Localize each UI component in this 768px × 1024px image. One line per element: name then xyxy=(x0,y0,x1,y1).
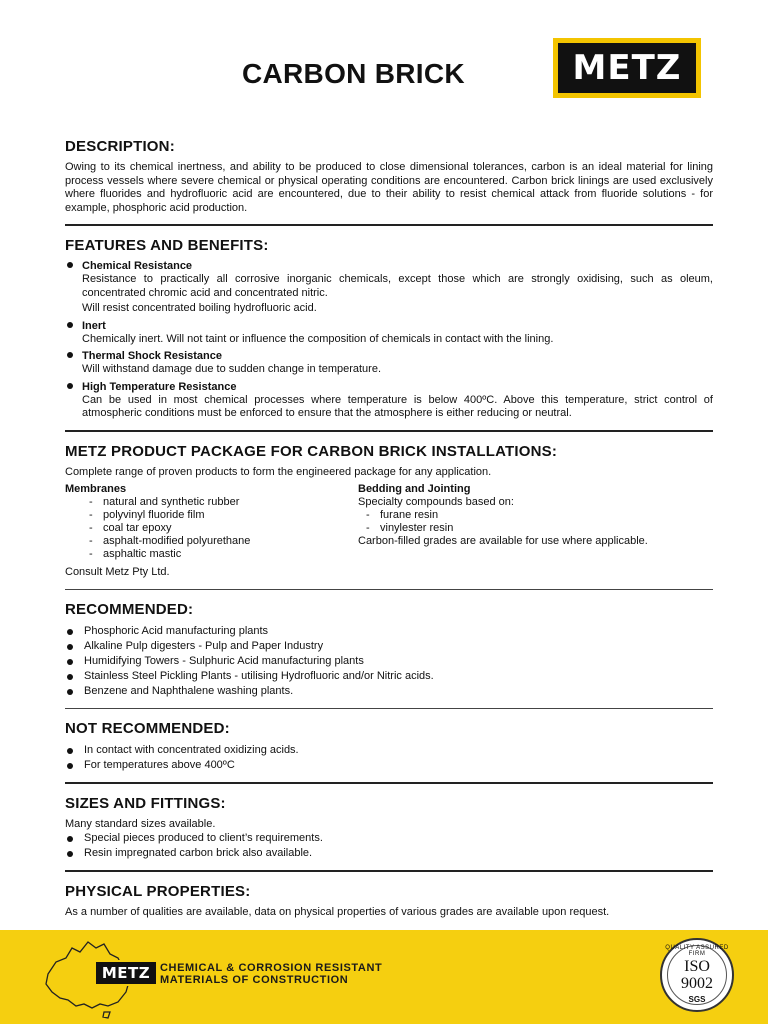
list-item: Alkaline Pulp digesters - Pulp and Paper Industry xyxy=(65,639,713,654)
seal-iso-text: ISO xyxy=(684,958,710,975)
membrane-item: polyvinyl fluoride film xyxy=(103,509,205,521)
feature-title: High Temperature Resistance xyxy=(82,380,237,393)
divider xyxy=(65,782,713,784)
divider xyxy=(65,430,713,432)
list-item: Resin impregnated carbon brick also available. xyxy=(65,846,713,861)
bullet-icon xyxy=(67,322,73,328)
footer-metz-logo: METZ xyxy=(94,960,158,986)
bullet-icon xyxy=(67,836,73,842)
membranes-title: Membranes xyxy=(65,483,127,495)
sizes-list xyxy=(65,831,713,861)
package-columns xyxy=(65,483,713,561)
list-item: Phosphoric Acid manufacturing plants xyxy=(65,624,713,639)
feature-title: Chemical Resistance xyxy=(82,260,193,272)
bullet-icon xyxy=(67,262,73,268)
divider xyxy=(65,224,713,226)
bullet-icon xyxy=(67,383,73,389)
bullet-icon xyxy=(67,689,73,695)
package-intro: Complete range of proven products to form the engineered package for any application. xyxy=(65,465,492,478)
bullet-icon xyxy=(67,748,73,754)
sizes-intro: Many standard sizes available. xyxy=(65,817,216,830)
not-recommended-list xyxy=(65,743,713,773)
bedding-title: Bedding and Jointing xyxy=(358,483,471,495)
feature-title: Inert xyxy=(82,319,106,332)
description-text: Owing to its chemical inertness, and ability to be produced to close dimensional tolerances, carbon is an ideal material for lining process vessels where severe chemical or physical operating conditions are encountered. Carbon brick linings are used exclusively where fluorides and hydrofluoric acid are encountered, due to their ability to resist chemical attack from fluoride solutions - for example, phosphoric acid production. xyxy=(65,161,713,214)
recommended-heading: RECOMMENDED: xyxy=(65,600,194,618)
consult-text: Consult Metz Pty Ltd. xyxy=(65,566,170,578)
main-content xyxy=(65,138,713,920)
bedding-note: Carbon-filled grades are available for use where applicable. xyxy=(358,535,648,547)
bullet-icon xyxy=(67,352,73,358)
divider xyxy=(65,589,713,590)
metz-logo xyxy=(553,38,701,98)
feature-text: Can be used in most chemical processes where temperature is below 400ºC. Above this temperature, strict control of atmospheric conditions must be enforced to ensure that the atmosphere is either reducing or neutral. xyxy=(82,393,713,419)
feature-item xyxy=(65,260,713,316)
feature-text: Resistance to practically all corrosive inorganic chemicals, except those which are strongly oxidising, such as oleum, concentrated chromic acid and concentrated nitric. xyxy=(82,273,713,299)
feature-text: Chemically inert. Will not taint or influence the composition of chemicals in contact with the lining. xyxy=(82,332,554,345)
physical-text: As a number of qualities are available, data on physical properties of various grades are available upon request. xyxy=(65,906,610,918)
bullet-icon xyxy=(67,629,73,635)
feature-item xyxy=(65,381,713,421)
feature-text: Will resist concentrated boiling hydrofluoric acid. xyxy=(82,302,317,314)
seal-sgs-text: SGS xyxy=(688,995,706,1004)
description-heading: DESCRIPTION: xyxy=(65,138,175,155)
divider xyxy=(65,870,713,872)
membrane-item: natural and synthetic rubber xyxy=(103,496,240,508)
membrane-item: coal tar epoxy xyxy=(103,522,172,534)
page-title: CARBON BRICK xyxy=(242,58,465,89)
list-item: Benzene and Naphthalene washing plants. xyxy=(65,684,713,699)
bedding-column: Bedding and Jointing Specialty compounds based on: - furane resin - vinylester resin Carbon-filled grades are available for use where applicable. xyxy=(358,483,651,561)
feature-title: Thermal Shock Resistance xyxy=(82,350,223,362)
bullet-icon xyxy=(67,659,73,665)
recommended-list xyxy=(65,624,713,699)
bedding-item: furane resin xyxy=(380,509,439,521)
bullet-icon xyxy=(67,763,73,769)
membrane-item: asphalt-modified polyurethane xyxy=(103,535,251,547)
package-heading: METZ PRODUCT PACKAGE FOR CARBON BRICK INSTALLATIONS: xyxy=(65,442,558,460)
list-item: Special pieces produced to client’s requirements. xyxy=(65,831,713,846)
physical-heading: PHYSICAL PROPERTIES: xyxy=(65,883,251,900)
membranes-column: Membranes - natural and synthetic rubber - polyvinyl fluoride film - coal tar epoxy - asphalt-modified polyurethane - asphaltic mastic xyxy=(65,483,251,560)
logo-text: METZ xyxy=(572,48,682,88)
bedding-intro: Specialty compounds based on: xyxy=(358,496,514,508)
list-item: In contact with concentrated oxidizing acids. xyxy=(65,743,713,758)
bedding-item: vinylester resin xyxy=(380,522,454,534)
feature-item xyxy=(65,320,713,347)
seal-top-text: QUALITY ASSURED FIRM xyxy=(665,945,729,957)
seal-number: 9002 xyxy=(681,975,713,992)
iso-9002-seal xyxy=(660,938,734,1012)
features-heading: FEATURES AND BENEFITS: xyxy=(65,237,269,254)
bullet-icon xyxy=(67,851,73,857)
divider xyxy=(65,708,713,709)
feature-text: Will withstand damage due to sudden change in temperature. xyxy=(82,363,382,375)
membrane-item: asphaltic mastic xyxy=(103,548,182,560)
bullet-icon xyxy=(67,674,73,680)
feature-item xyxy=(65,350,713,377)
list-item: Stainless Steel Pickling Plants - utilising Hydrofluoric and/or Nitric acids. xyxy=(65,669,713,684)
not-recommended-heading: NOT RECOMMENDED: xyxy=(65,719,230,737)
list-item: For temperatures above 400ºC xyxy=(65,758,713,773)
footer-tagline: CHEMICAL & CORROSION RESISTANT MATERIALS OF CONSTRUCTION xyxy=(160,962,383,986)
sizes-heading: SIZES AND FITTINGS: xyxy=(65,794,226,812)
bullet-icon xyxy=(67,644,73,650)
list-item: Humidifying Towers - Sulphuric Acid manufacturing plants xyxy=(65,654,713,669)
